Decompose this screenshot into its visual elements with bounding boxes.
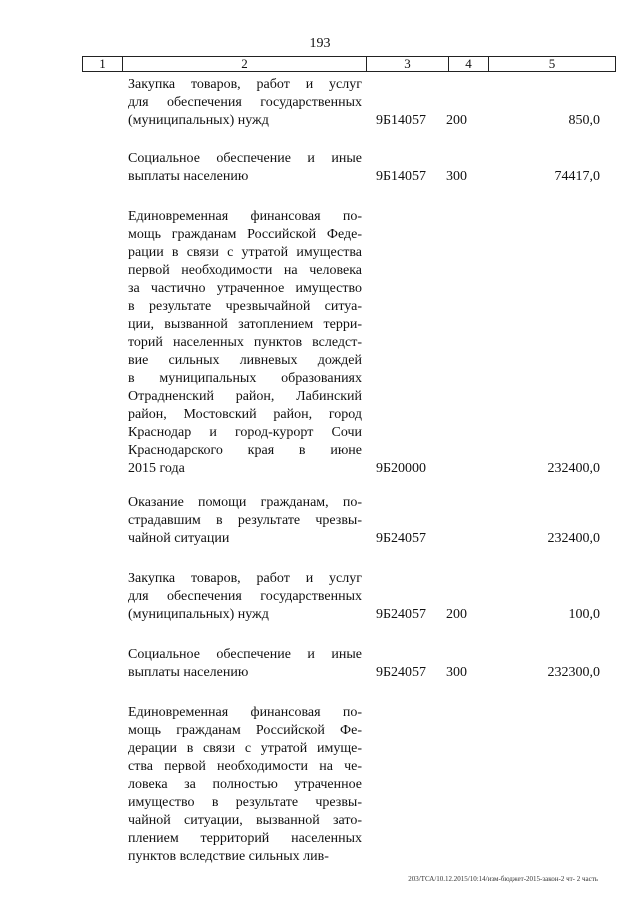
row-name-line: ловека за полностью утраченное [128, 777, 362, 792]
row-name-line: торий населенных пунктов вследст- [128, 335, 362, 350]
row-name [128, 208, 362, 478]
row-name-line: Закупка товаров, работ и услуг [128, 77, 362, 92]
header-col-2: 2 [123, 57, 367, 71]
row-type: 300 [446, 665, 467, 680]
row-amount: 232400,0 [547, 531, 600, 546]
row-type: 300 [446, 169, 467, 184]
row-name [128, 646, 362, 682]
document-footer: 203/ТСА/10.12.2015/10:14/изм-бюджет-2015-закон-2 чт- 2 часть [408, 875, 598, 883]
row-name [128, 76, 362, 130]
row-name-line: рации в связи с утратой имущества [128, 245, 362, 260]
row-name [128, 150, 362, 186]
row-type: 200 [446, 113, 467, 128]
row-name-line: Оказание помощи гражданам, по- [128, 495, 362, 510]
row-name-line: Социальное обеспечение и иные [128, 151, 362, 166]
row-name-line: Единовременная финансовая по- [128, 705, 362, 720]
table-header-row [82, 56, 616, 72]
row-name-line: в муниципальных образованиях [128, 371, 362, 386]
row-name-line: имущество в результате чрезвы- [128, 795, 362, 810]
header-col-5: 5 [548, 56, 556, 71]
row-name-line: вие сильных ливневых дождей [128, 353, 362, 368]
row-name-line: за частично утраченное имущество [128, 281, 362, 296]
row-name [128, 704, 362, 866]
row-amount: 74417,0 [554, 169, 600, 184]
row-name-line: выплаты населению [128, 169, 249, 184]
row-name-line: пунктов вследствие сильных лив- [128, 849, 329, 864]
row-name-line: Краснодар и город-курорт Сочи [128, 425, 362, 440]
row-amount: 232400,0 [547, 461, 600, 476]
row-name-line: первой необходимости на человека [128, 263, 362, 278]
row-type: 200 [446, 607, 467, 622]
row-name-line: 2015 года [128, 461, 185, 476]
row-code: 9Б24057 [376, 531, 427, 546]
row-name-line: плением территорий населенных [128, 831, 362, 846]
row-name-line: чайной ситуации [128, 531, 230, 546]
row-name-line: чайной ситуации, вызванной зато- [128, 813, 362, 828]
row-name-line: для обеспечения государственных [128, 589, 362, 604]
row-name-line: ции, вызванной затоплением терри- [128, 317, 362, 332]
row-name-line: страдавшим в результате чрезвы- [128, 513, 362, 528]
row-amount: 100,0 [568, 607, 600, 622]
page-number: 193 [309, 36, 331, 51]
row-code: 9Б24057 [376, 665, 427, 680]
row-name-line: Закупка товаров, работ и услуг [128, 571, 362, 586]
row-name-line: дерации в связи с утратой имуще- [128, 741, 362, 756]
row-name-line: мощь гражданам Российской Феде- [128, 227, 362, 242]
header-col-4: 4 [449, 57, 489, 71]
row-name-line: ства первой необходимости на че- [128, 759, 362, 774]
row-name-line: в результате чрезвычайной ситуа- [128, 299, 362, 314]
header-col-3: 3 [367, 57, 449, 71]
row-name-line: Единовременная финансовая по- [128, 209, 362, 224]
row-name [128, 494, 362, 548]
row-name-line: выплаты населению [128, 665, 249, 680]
row-code: 9Б20000 [376, 461, 427, 476]
row-name [128, 570, 362, 624]
row-name-line: (муниципальных) нужд [128, 113, 269, 128]
row-name-line: Отрадненский район, Лабинский [128, 389, 362, 404]
row-name-line: мощь гражданам Российской Фе- [128, 723, 362, 738]
row-amount: 232300,0 [547, 665, 600, 680]
row-code: 9Б14057 [376, 113, 427, 128]
row-name-line: Краснодарского края в июне [128, 443, 362, 458]
row-name-line: (муниципальных) нужд [128, 607, 269, 622]
header-col-1: 1 [83, 57, 123, 71]
row-name-line: район, Мостовский район, город [128, 407, 362, 422]
row-name-line: для обеспечения государственных [128, 95, 362, 110]
row-name-line: Социальное обеспечение и иные [128, 647, 362, 662]
row-code: 9Б24057 [376, 607, 427, 622]
row-amount: 850,0 [568, 113, 600, 128]
row-code: 9Б14057 [376, 169, 427, 184]
